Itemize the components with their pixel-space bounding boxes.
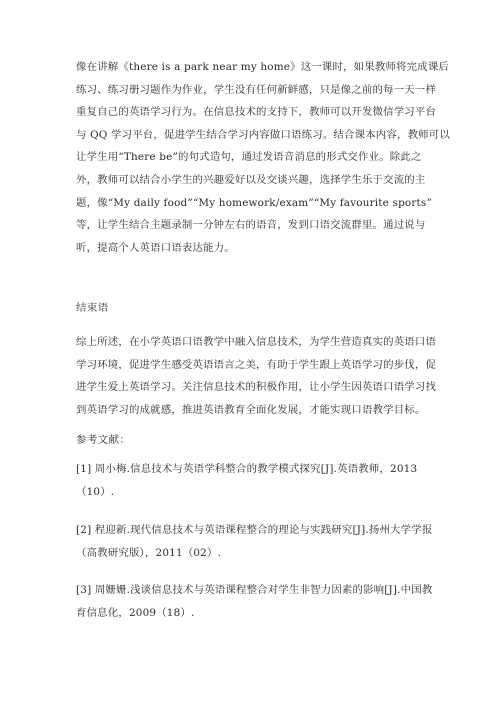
references-heading: 参考文献： (76, 434, 131, 446)
paragraph-line: 听，提高个人英语口语表达能力。 (76, 241, 235, 254)
conclusion-heading: 结束语 (76, 302, 109, 314)
reference-line: [1] 周小梅.信息技术与英语学科整合的教学模式探究[J].英语教师，2013 (76, 463, 418, 475)
paragraph-line: 像在讲解《there is a park near my home》这一课时，如果教师将完成课后 (76, 61, 449, 73)
reference-line: 育信息化，2009（18）. (76, 606, 195, 619)
body-paragraph (76, 56, 450, 259)
paragraph-line: 进学生爱上英语学习。关注信息技术的积极作用，让小学生因英语口语学习找 (76, 381, 437, 394)
paragraph-line: 题，像“My daily food”“My homework/exam”“My favourite sports” (76, 196, 432, 209)
reference-line: [3] 周姗姗.浅谈信息技术与英语课程整合对学生非智力因素的影响[J].中国教 (76, 584, 433, 596)
paragraph-line: 重复自己的英语学习行为。在信息技术的支持下，教师可以开发微信学习平台 (76, 106, 437, 119)
paragraph-line: 综上所述，在小学英语口语教学中融入信息技术，为学生营造真实的英语口语 (76, 336, 437, 348)
reference-line: [2] 程迎新.现代信息技术与英语课程整合的理论与实践研究[J].扬州大学学报 (76, 524, 433, 536)
paragraph-line: 让学生用“There be”的句式造句，通过发语音消息的形式交作业。除此之 (76, 151, 422, 164)
reference-item (76, 579, 433, 624)
conclusion-paragraph (76, 331, 437, 421)
paragraph-line: 到英语学习的成就感，推进英语教育全面化发展，才能实现口语教学目标。 (76, 403, 426, 416)
paragraph-line: 与 QQ 学习平台，促进学生结合学习内容做口语练习。结合课本内容，教师可以 (76, 128, 450, 141)
paragraph-line: 练习、练习册习题作为作业，学生没有任何新鲜感，只是像之前的每一天一样 (76, 83, 437, 96)
paragraph-line: 学习环境，促进学生感受英语语言之美，有助于学生跟上英语学习的步伐，促 (76, 358, 437, 371)
reference-item (76, 519, 433, 564)
paragraph-line: 等，让学生结合主题录制一分钟左右的语音，发到口语交流群里。通过说与 (76, 219, 426, 232)
reference-line: （10）. (76, 485, 115, 498)
reference-item (76, 458, 428, 503)
reference-line: （高教研究版），2011（02）. (76, 546, 222, 559)
paragraph-line: 外，教师可以结合小学生的兴趣爱好以及交谈兴趣，选择学生乐于交流的主 (76, 173, 426, 186)
